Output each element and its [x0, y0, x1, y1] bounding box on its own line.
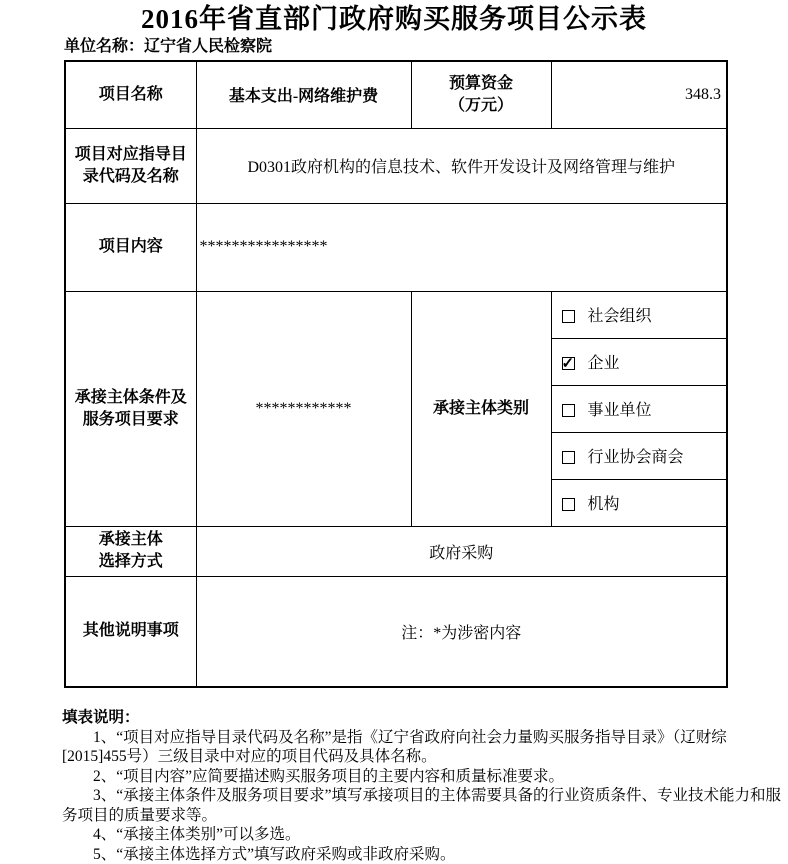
notes-heading: 填表说明： [62, 708, 786, 728]
note-item-3: 3、“承接主体条件及服务项目要求”填写承接项目的主体需要具备的行业资质条件、专业技术能力和服务项目的质量要求等。 [62, 786, 786, 825]
publicity-table [64, 60, 728, 688]
table-row [65, 61, 727, 128]
selection-method-label-line1: 承接主体 [66, 529, 196, 551]
checkbox-label: 行业协会商会 [588, 449, 684, 466]
page-title: 2016年省直部门政府购买服务项目公示表 [0, 0, 788, 35]
table-row [65, 291, 727, 338]
budget-label-line2: （万元） [412, 95, 551, 117]
undertaker-type-option-industry-association [551, 432, 727, 479]
undertaker-req-value: ************ [196, 291, 411, 526]
budget-label [411, 61, 551, 128]
budget-value: 348.3 [551, 61, 727, 128]
undertaker-type-option-organization [551, 479, 727, 526]
undertaker-type-option-enterprise [551, 338, 727, 385]
selection-method-label [65, 526, 196, 576]
table-row [65, 526, 727, 576]
table-row [65, 203, 727, 291]
checkbox-icon [562, 357, 575, 370]
budget-label-line1: 预算资金 [412, 73, 551, 95]
checkbox-label: 机构 [588, 496, 620, 513]
undertaker-req-label [65, 291, 196, 526]
unit-name: 单位名称：辽宁省人民检察院 [64, 37, 788, 57]
table-row [65, 576, 727, 687]
content-value: **************** [196, 203, 727, 291]
undertaker-req-label-line2: 服务项目要求 [66, 409, 196, 431]
project-name-label: 项目名称 [65, 61, 196, 128]
other-notes-label: 其他说明事项 [65, 576, 196, 687]
catalog-label-line2: 录代码及名称 [66, 166, 196, 188]
catalog-value: D0301政府机构的信息技术、软件开发设计及网络管理与维护 [196, 128, 727, 203]
notes-section [62, 708, 786, 864]
other-notes-value: 注：*为涉密内容 [196, 576, 727, 687]
undertaker-req-label-line1: 承接主体条件及 [66, 387, 196, 409]
catalog-label [65, 128, 196, 203]
checkbox-icon [562, 404, 575, 417]
selection-method-value: 政府采购 [196, 526, 727, 576]
checkbox-icon [562, 310, 575, 323]
checkbox-label: 社会组织 [588, 308, 652, 325]
note-item-4: 4、“承接主体类别”可以多选。 [62, 825, 786, 845]
catalog-label-line1: 项目对应指导目 [66, 144, 196, 166]
table-row [65, 128, 727, 203]
note-item-5: 5、“承接主体选择方式”填写政府采购或非政府采购。 [62, 845, 786, 864]
content-label: 项目内容 [65, 203, 196, 291]
note-item-1: 1、“项目对应指导目录代码及名称”是指《辽宁省政府向社会力量购买服务指导目录》（辽财综[2015]455号）三级目录中对应的项目代码及具体名称。 [62, 728, 786, 767]
undertaker-type-label: 承接主体类别 [411, 291, 551, 526]
selection-method-label-line2: 选择方式 [66, 551, 196, 573]
checkbox-label: 事业单位 [588, 402, 652, 419]
project-name-value: 基本支出-网络维护费 [196, 61, 411, 128]
checkbox-label: 企业 [588, 355, 620, 372]
checkbox-icon [562, 498, 575, 511]
undertaker-type-option-social-org [551, 291, 727, 338]
note-item-2: 2、“项目内容”应简要描述购买服务项目的主要内容和质量标准要求。 [62, 767, 786, 787]
undertaker-type-option-public-institution [551, 385, 727, 432]
checkbox-icon [562, 451, 575, 464]
